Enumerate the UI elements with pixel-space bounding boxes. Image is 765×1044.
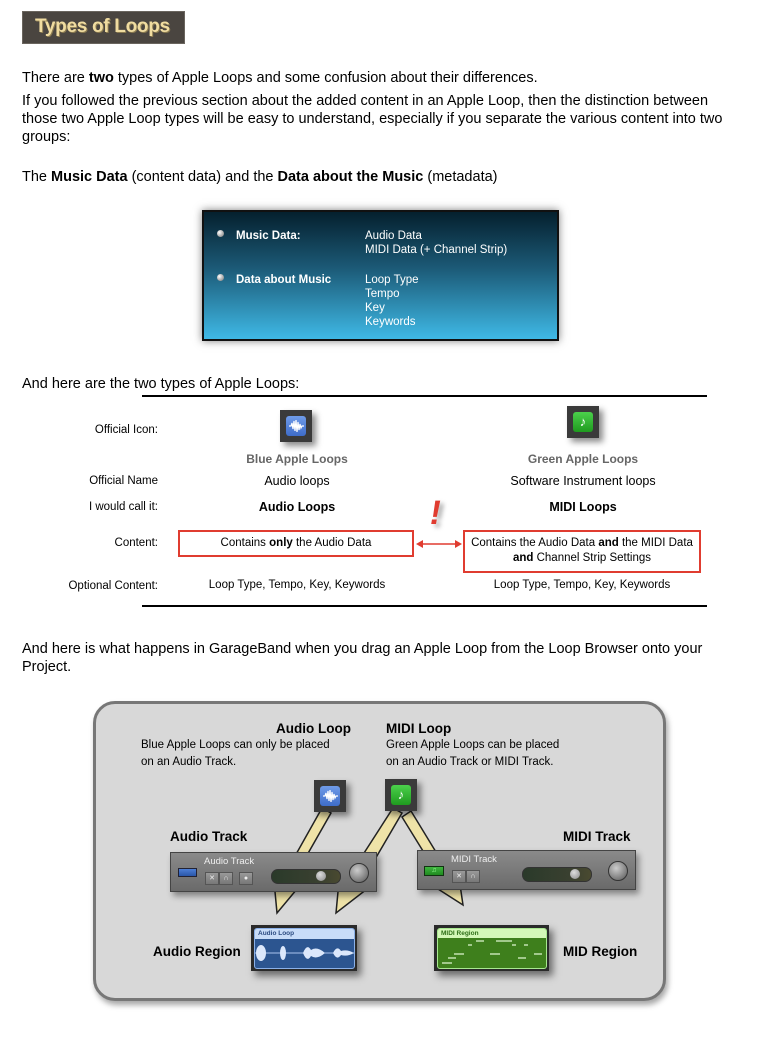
music-note-icon: ♪ bbox=[391, 785, 411, 805]
group1-item: Audio Data bbox=[365, 230, 422, 242]
audio-loop-heading: Audio Loop bbox=[276, 721, 351, 736]
midi-notes bbox=[438, 939, 546, 967]
intro-line-3: The Music Data (content data) and the Data about the Music (metadata) bbox=[22, 169, 498, 185]
exclamation-mark: ! bbox=[426, 494, 445, 532]
midi-loop-tile[interactable] bbox=[385, 779, 417, 811]
midi-region-label: MID Region bbox=[563, 944, 638, 959]
row-label-optional: Optional Content: bbox=[68, 580, 158, 592]
mute-button[interactable]: ✕ bbox=[205, 872, 219, 885]
headphones-button[interactable]: ∩ bbox=[466, 870, 480, 883]
midi-track-name: MIDI Track bbox=[451, 854, 497, 865]
row-label-icon: Official Icon: bbox=[94, 424, 158, 436]
row-label-content: Content: bbox=[114, 537, 158, 549]
intro-line-2: If you followed the previous section about the added content in an Apple Loop, then the distinction between those two Apple Loop types will be easy to understand, especially if you separate the various content into two groups: bbox=[22, 93, 723, 145]
blue-optional: Loop Type, Tempo, Key, Keywords bbox=[208, 579, 386, 591]
section-title: Types of Loops bbox=[35, 16, 170, 37]
midi-region[interactable] bbox=[434, 925, 549, 971]
green-loop-icon-tile bbox=[567, 406, 599, 438]
audio-region-name: Audio Loop bbox=[255, 929, 354, 939]
blue-official-name: Audio loops bbox=[264, 474, 330, 488]
group1-label: Music Data: bbox=[236, 230, 301, 242]
green-optional: Loop Type, Tempo, Key, Keywords bbox=[493, 579, 671, 591]
audio-loop-tile[interactable] bbox=[314, 780, 346, 812]
green-content-box: Contains the Audio Data and the MIDI Data and Channel Strip Settings bbox=[463, 530, 701, 573]
group2-item: Loop Type bbox=[365, 274, 419, 286]
midi-track-label: MIDI Track bbox=[563, 829, 631, 844]
volume-knob[interactable] bbox=[570, 869, 580, 879]
pan-knob[interactable] bbox=[608, 861, 628, 881]
record-enable-button[interactable]: ● bbox=[239, 872, 253, 885]
row-label-official-name: Official Name bbox=[89, 475, 158, 487]
music-data-box bbox=[202, 210, 559, 341]
audio-loop-desc-1: Blue Apple Loops can only be placed bbox=[141, 739, 330, 751]
comparison-heading: And here are the two types of Apple Loops: bbox=[22, 376, 300, 392]
midi-loop-desc-2: on an Audio Track or MIDI Track. bbox=[386, 756, 554, 768]
headphones-button[interactable]: ∩ bbox=[219, 872, 233, 885]
group2-item: Key bbox=[365, 302, 385, 314]
midi-region-name: MIDI Region bbox=[438, 929, 546, 938]
midi-loop-desc-1: Green Apple Loops can be placed bbox=[386, 739, 560, 751]
audio-track-label: Audio Track bbox=[170, 829, 248, 844]
audio-loop-desc-2: on an Audio Track. bbox=[141, 756, 237, 768]
bottom-rule bbox=[142, 605, 707, 607]
double-arrow-icon bbox=[416, 538, 462, 550]
volume-slider[interactable] bbox=[271, 869, 341, 884]
midi-loop-heading: MIDI Loop bbox=[386, 721, 452, 736]
garageband-intro: And here is what happens in GarageBand when you drag an Apple Loop from the Loop Browser onto your Project. bbox=[22, 641, 703, 675]
audio-region[interactable] bbox=[251, 925, 357, 971]
waveform-icon bbox=[286, 416, 306, 436]
audio-track-header[interactable] bbox=[170, 852, 377, 892]
group2-label: Data about Music bbox=[236, 274, 332, 286]
audio-waveform bbox=[255, 940, 354, 967]
music-note-icon: ♪ bbox=[573, 412, 593, 432]
mute-button[interactable]: ✕ bbox=[452, 870, 466, 883]
volume-knob[interactable] bbox=[316, 871, 326, 881]
blue-loops-name: Blue Apple Loops bbox=[246, 452, 348, 466]
volume-slider[interactable] bbox=[522, 867, 592, 882]
group2-item: Tempo bbox=[365, 288, 400, 300]
group2-item: Keywords bbox=[365, 316, 416, 328]
green-call-it: MIDI Loops bbox=[549, 500, 617, 514]
midi-track-icon: ♫ bbox=[424, 866, 444, 876]
row-label-call-it: I would call it: bbox=[88, 501, 158, 513]
audio-track-icon bbox=[178, 868, 197, 877]
intro-line-1: There are two types of Apple Loops and some confusion about their differences. bbox=[22, 70, 538, 86]
bullet-icon bbox=[217, 230, 224, 237]
blue-loop-icon-tile bbox=[280, 410, 312, 442]
pan-knob[interactable] bbox=[349, 863, 369, 883]
blue-call-it: Audio Loops bbox=[258, 500, 336, 514]
audio-region-label: Audio Region bbox=[153, 944, 241, 959]
blue-content-box: Contains only the Audio Data bbox=[178, 530, 414, 557]
section-title-box bbox=[22, 11, 185, 44]
green-loops-name: Green Apple Loops bbox=[527, 452, 639, 466]
group1-item: MIDI Data (+ Channel Strip) bbox=[365, 244, 508, 256]
top-rule bbox=[142, 395, 707, 397]
midi-track-header[interactable] bbox=[417, 850, 636, 890]
waveform-icon bbox=[320, 786, 340, 806]
audio-track-name: Audio Track bbox=[204, 856, 255, 867]
green-official-name: Software Instrument loops bbox=[510, 474, 656, 488]
bullet-icon bbox=[217, 274, 224, 281]
